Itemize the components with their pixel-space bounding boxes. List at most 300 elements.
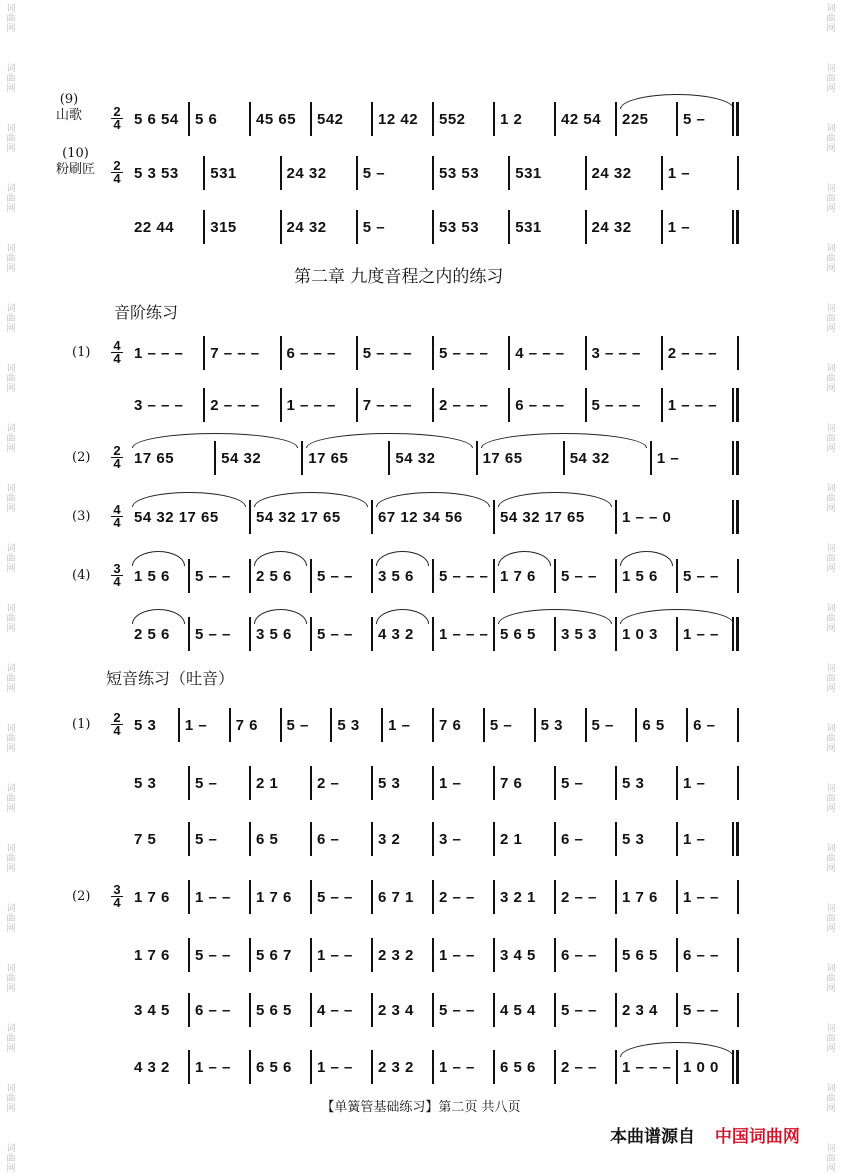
measure-notes: 24 32: [591, 165, 632, 182]
bar-line: [371, 559, 373, 593]
source-site: 中国词曲网: [714, 1127, 800, 1147]
measure-notes: 2 3 2: [378, 1059, 414, 1076]
measure-notes: 1 –: [184, 717, 208, 734]
slur-mark: [498, 492, 612, 507]
measure-notes: 1 5 6: [134, 568, 170, 585]
measure-notes: 1 0 0: [683, 1059, 719, 1076]
measure-notes: 5 6 5: [622, 947, 658, 964]
bar-line: [249, 822, 251, 856]
measure-notes: 1 –: [683, 831, 706, 848]
bar-line: [493, 766, 495, 800]
measure-notes: 2 – – –: [210, 397, 260, 414]
bar-line: [356, 210, 358, 244]
watermark-text: 词 曲 网: [6, 664, 16, 694]
watermark-text: 词 曲 网: [6, 184, 16, 214]
bar-line: [356, 388, 358, 422]
bar-line: [508, 336, 510, 370]
bar-line: [310, 880, 312, 914]
slur-mark: [132, 609, 185, 624]
measure-notes: 6 5: [642, 717, 665, 734]
watermark-text: 词 曲 网: [826, 604, 836, 634]
measure-notes: 2 – –: [561, 1059, 597, 1076]
measure-notes: 5 3 53: [134, 165, 179, 182]
bar-line: [554, 938, 556, 972]
final-bar-line: [736, 388, 739, 422]
bar-line: [371, 822, 373, 856]
bar-line: [676, 559, 678, 593]
bar-line: [661, 336, 663, 370]
source-prefix: 本曲谱源自: [610, 1127, 695, 1147]
measure-notes: 6 5 6: [500, 1059, 536, 1076]
exercise-label: (10) 粉刷匠: [56, 146, 96, 177]
bar-line: [371, 500, 373, 534]
bar-line: [508, 388, 510, 422]
measure-notes: 2 3 4: [622, 1002, 658, 1019]
exercise-label: (4): [72, 568, 91, 583]
bar-line: [188, 822, 190, 856]
final-bar-line: [736, 617, 739, 651]
bar-line: [554, 766, 556, 800]
section-title-staccato: 短音练习（吐音）: [106, 669, 235, 688]
measure-notes: 1 – –: [439, 947, 475, 964]
measure-notes: 2 5 6: [256, 568, 292, 585]
bar-line: [371, 938, 373, 972]
measure-notes: 5 – – –: [439, 345, 489, 362]
bar-line: [554, 880, 556, 914]
bar-line: [310, 102, 312, 136]
time-signature: 3 4: [111, 563, 123, 588]
bar-line: [381, 708, 383, 742]
watermark-text: 词 曲 网: [6, 544, 16, 574]
watermark-text: 词 曲 网: [826, 964, 836, 994]
final-bar-line: [736, 500, 739, 534]
watermark-text: 词 曲 网: [826, 844, 836, 874]
slur-mark: [620, 609, 734, 624]
measure-notes: 2 1: [500, 831, 523, 848]
measure-notes: 1 5 6: [622, 568, 658, 585]
measure-notes: 1 – –: [195, 889, 231, 906]
watermark-text: 词 曲 网: [6, 64, 16, 94]
final-bar-line: [736, 102, 739, 136]
bar-line: [356, 156, 358, 190]
watermark-text: 词 曲 网: [826, 244, 836, 274]
bar-line: [432, 156, 434, 190]
measure-notes: 5 6 7: [256, 947, 292, 964]
bar-line: [661, 210, 663, 244]
bar-line: [432, 617, 434, 651]
slur-mark: [254, 609, 307, 624]
bar-line: [554, 993, 556, 1027]
bar-line: [310, 766, 312, 800]
slur-mark: [620, 1042, 734, 1057]
measure-notes: 1 – – –: [439, 626, 489, 643]
measure-notes: 1 – –: [683, 626, 719, 643]
bar-line: [732, 441, 734, 475]
measure-notes: 5 –: [195, 775, 218, 792]
measure-notes: 225: [622, 111, 649, 128]
bar-line: [676, 822, 678, 856]
bar-line: [493, 938, 495, 972]
bar-line: [310, 1050, 312, 1084]
measure-notes: 7 6: [439, 717, 462, 734]
bar-line: [661, 156, 663, 190]
measure-notes: 5 6: [195, 111, 218, 128]
bar-line: [310, 559, 312, 593]
measure-notes: 5 –: [362, 165, 386, 182]
slur-mark: [132, 551, 185, 566]
bar-line: [585, 388, 587, 422]
watermark-text: 词 曲 网: [6, 424, 16, 454]
measure-notes: 54 32 17 65: [134, 509, 219, 526]
bar-line: [203, 210, 205, 244]
measure-notes: 2 1: [256, 775, 279, 792]
bar-line: [280, 156, 282, 190]
watermark-text: 词 曲 网: [826, 1144, 836, 1174]
bar-line: [661, 388, 663, 422]
bar-line: [188, 880, 190, 914]
bar-line: [635, 708, 637, 742]
measure-notes: 1 – –: [439, 1059, 475, 1076]
watermark-text: 词 曲 网: [6, 904, 16, 934]
time-signature: 2 4: [111, 445, 123, 470]
watermark-text: 词 曲 网: [826, 364, 836, 394]
measure-notes: 531: [515, 219, 542, 236]
watermark-text: 词 曲 网: [826, 544, 836, 574]
measure-notes: 1 –: [667, 165, 691, 182]
bar-line: [203, 156, 205, 190]
watermark-text: 词 曲 网: [826, 184, 836, 214]
bar-line: [676, 880, 678, 914]
measure-notes: 2 –: [317, 775, 340, 792]
bar-line: [310, 822, 312, 856]
bar-line: [585, 210, 587, 244]
measure-notes: 53 53: [439, 219, 480, 236]
bar-line: [737, 938, 739, 972]
time-signature: 4 4: [111, 504, 123, 529]
measure-notes: 54 32 17 65: [256, 509, 341, 526]
measure-notes: 67 12 34 56: [378, 509, 463, 526]
bar-line: [301, 441, 303, 475]
measure-notes: 22 44: [134, 219, 175, 236]
measure-notes: 6 7 1: [378, 889, 414, 906]
measure-notes: 5 –: [286, 717, 309, 734]
bar-line: [615, 993, 617, 1027]
measure-notes: 3 – – –: [134, 397, 184, 414]
measure-notes: 5 3: [622, 831, 645, 848]
measure-notes: 54 32 17 65: [500, 509, 585, 526]
bar-line: [330, 708, 332, 742]
slur-mark: [498, 609, 612, 624]
measure-notes: 1 –: [656, 450, 680, 467]
bar-line: [249, 938, 251, 972]
measure-notes: 2 3 4: [378, 1002, 414, 1019]
bar-line: [432, 559, 434, 593]
measure-notes: 6 – –: [195, 1002, 231, 1019]
measure-notes: 3 4 5: [134, 1002, 170, 1019]
measure-notes: 1 – – –: [134, 345, 184, 362]
slur-mark: [254, 492, 368, 507]
measure-notes: 5 –: [561, 775, 584, 792]
measure-notes: 5 – –: [683, 568, 719, 585]
bar-line: [432, 766, 434, 800]
measure-notes: 5 – –: [561, 1002, 597, 1019]
bar-line: [432, 1050, 434, 1084]
measure-notes: 54 32: [221, 450, 262, 467]
measure-notes: 5 – –: [317, 626, 353, 643]
bar-line: [310, 938, 312, 972]
bar-line: [493, 822, 495, 856]
measure-notes: 552: [439, 111, 466, 128]
bar-line: [280, 336, 282, 370]
measure-notes: 1 – –: [683, 889, 719, 906]
measure-notes: 5 – – –: [439, 568, 489, 585]
bar-line: [356, 336, 358, 370]
measure-notes: 5 3: [134, 717, 157, 734]
source-credit: [610, 1122, 800, 1147]
bar-line: [188, 938, 190, 972]
measure-notes: 5 – –: [195, 568, 231, 585]
time-signature: 4 4: [111, 340, 123, 365]
measure-notes: 4 3 2: [378, 626, 414, 643]
bar-line: [483, 708, 485, 742]
exercise-label: (1): [72, 345, 91, 360]
slur-mark: [481, 433, 647, 448]
bar-line: [554, 822, 556, 856]
watermark-text: 词 曲 网: [6, 1144, 16, 1174]
bar-line: [493, 500, 495, 534]
bar-line: [371, 617, 373, 651]
bar-line: [249, 1050, 251, 1084]
measure-notes: 5 –: [591, 717, 614, 734]
bar-line: [737, 559, 739, 593]
bar-line: [476, 441, 478, 475]
measure-notes: 17 65: [482, 450, 523, 467]
bar-line: [676, 766, 678, 800]
bar-line: [249, 559, 251, 593]
measure-notes: 24 32: [286, 219, 327, 236]
measure-notes: 5 3: [540, 717, 564, 734]
measure-notes: 3 5 3: [561, 626, 597, 643]
bar-line: [508, 210, 510, 244]
measure-notes: 5 – –: [439, 1002, 475, 1019]
bar-line: [371, 880, 373, 914]
watermark-text: 词 曲 网: [826, 784, 836, 814]
measure-notes: 2 – –: [561, 889, 597, 906]
watermark-text: 词 曲 网: [6, 4, 16, 34]
measure-notes: 5 – – –: [362, 345, 413, 362]
bar-line: [493, 102, 495, 136]
bar-line: [615, 1050, 617, 1084]
measure-notes: 1 7 6: [134, 889, 170, 906]
measure-notes: 17 65: [134, 450, 175, 467]
measure-notes: 6 – –: [683, 947, 719, 964]
watermark-text: 词 曲 网: [826, 1084, 836, 1114]
final-bar-line: [736, 822, 739, 856]
measure-notes: 1 0 3: [622, 626, 658, 643]
watermark-text: 词 曲 网: [6, 484, 16, 514]
left-watermark-strip: [4, 0, 18, 1174]
measure-notes: 3 2 1: [500, 889, 536, 906]
exercise-label: (3): [72, 509, 91, 524]
measure-notes: 1 – –: [195, 1059, 231, 1076]
section-title-scale: 音阶练习: [114, 303, 179, 322]
measure-notes: 7 6: [500, 775, 523, 792]
watermark-text: 词 曲 网: [826, 64, 836, 94]
bar-line: [188, 993, 190, 1027]
bar-line: [310, 617, 312, 651]
bar-line: [249, 617, 251, 651]
watermark-text: 词 曲 网: [826, 1024, 836, 1054]
measure-notes: 5 3: [622, 775, 645, 792]
measure-notes: 5 3: [337, 717, 360, 734]
measure-notes: 24 32: [591, 219, 632, 236]
measure-notes: 5 6 5: [256, 1002, 292, 1019]
bar-line: [508, 156, 510, 190]
watermark-text: 词 曲 网: [6, 784, 16, 814]
slur-mark: [376, 492, 490, 507]
final-bar-line: [736, 1050, 739, 1084]
bar-line: [371, 993, 373, 1027]
bar-line: [229, 708, 231, 742]
bar-line: [432, 210, 434, 244]
bar-line: [249, 880, 251, 914]
exercise-label: (2): [72, 889, 91, 904]
bar-line: [371, 1050, 373, 1084]
measure-notes: 6 –: [693, 717, 716, 734]
bar-line: [615, 822, 617, 856]
bar-line: [493, 559, 495, 593]
bar-line: [280, 210, 282, 244]
bar-line: [432, 938, 434, 972]
measure-notes: 1 –: [439, 775, 462, 792]
measure-notes: 1 – – –: [622, 1059, 672, 1076]
watermark-text: 词 曲 网: [826, 904, 836, 934]
measure-notes: 315: [210, 219, 237, 236]
bar-line: [432, 880, 434, 914]
measure-notes: 7 6: [235, 717, 259, 734]
measure-notes: 54 32: [395, 450, 436, 467]
bar-line: [676, 938, 678, 972]
bar-line: [737, 708, 739, 742]
measure-notes: 5 3: [378, 775, 401, 792]
watermark-text: 词 曲 网: [6, 304, 16, 334]
watermark-text: 词 曲 网: [6, 724, 16, 754]
bar-line: [554, 102, 556, 136]
bar-line: [615, 500, 617, 534]
watermark-text: 词 曲 网: [6, 844, 16, 874]
measure-notes: 5 –: [195, 831, 218, 848]
exercise-label: (2): [72, 450, 91, 465]
final-bar-line: [736, 210, 739, 244]
bar-line: [737, 766, 739, 800]
measure-notes: 6 5: [256, 831, 279, 848]
watermark-text: 词 曲 网: [826, 424, 836, 454]
measure-notes: 1 7 6: [500, 568, 536, 585]
right-watermark-strip: [824, 0, 838, 1174]
bar-line: [493, 880, 495, 914]
measure-notes: 3 5 6: [256, 626, 292, 643]
measure-notes: 24 32: [286, 165, 327, 182]
bar-line: [615, 766, 617, 800]
measure-notes: 4 – – –: [515, 345, 565, 362]
slur-mark: [254, 551, 307, 566]
bar-line: [737, 336, 739, 370]
bar-line: [432, 708, 434, 742]
measure-notes: 42 54: [561, 111, 602, 128]
bar-line: [249, 766, 251, 800]
time-signature: 2 4: [111, 160, 123, 185]
measure-notes: 5 6 5: [500, 626, 536, 643]
measure-notes: 7 5: [134, 831, 157, 848]
bar-line: [432, 102, 434, 136]
measure-notes: 45 65: [256, 111, 297, 128]
measure-notes: 17 65: [308, 450, 349, 467]
slur-mark: [376, 551, 429, 566]
measure-notes: 6 – –: [561, 947, 597, 964]
bar-line: [203, 388, 205, 422]
slur-mark: [132, 492, 246, 507]
measure-notes: 1 7 6: [256, 889, 292, 906]
measure-notes: 7 – – –: [362, 397, 413, 414]
measure-notes: 1 –: [388, 717, 411, 734]
measure-notes: 6 – – –: [515, 397, 565, 414]
watermark-text: 词 曲 网: [826, 4, 836, 34]
watermark-text: 词 曲 网: [6, 244, 16, 274]
measure-notes: 5 –: [683, 111, 706, 128]
bar-line: [432, 822, 434, 856]
bar-line: [615, 102, 617, 136]
watermark-text: 词 曲 网: [6, 1084, 16, 1114]
bar-line: [280, 388, 282, 422]
measure-notes: 6 – – –: [286, 345, 336, 362]
bar-line: [732, 500, 734, 534]
watermark-text: 词 曲 网: [826, 304, 836, 334]
measure-notes: 5 –: [362, 219, 386, 236]
measure-notes: 3 4 5: [500, 947, 536, 964]
measure-notes: 3 –: [439, 831, 462, 848]
bar-line: [554, 559, 556, 593]
slur-mark: [376, 609, 429, 624]
time-signature: 2 4: [111, 106, 123, 131]
measure-notes: 1 – –: [317, 947, 353, 964]
measure-notes: 542: [317, 111, 344, 128]
bar-line: [737, 993, 739, 1027]
measure-notes: 5 3: [134, 775, 157, 792]
bar-line: [493, 993, 495, 1027]
measure-notes: 531: [210, 165, 237, 182]
measure-notes: 53 53: [439, 165, 480, 182]
bar-line: [188, 102, 190, 136]
measure-notes: 1 7 6: [134, 947, 170, 964]
measure-notes: 1 – – 0: [622, 509, 672, 526]
bar-line: [280, 708, 282, 742]
bar-line: [178, 708, 180, 742]
final-bar-line: [736, 441, 739, 475]
bar-line: [371, 766, 373, 800]
measure-notes: 2 5 6: [134, 626, 170, 643]
measure-notes: 1 – – –: [286, 397, 336, 414]
measure-notes: 4 3 2: [134, 1059, 170, 1076]
measure-notes: 7 – – –: [210, 345, 260, 362]
watermark-text: 词 曲 网: [826, 484, 836, 514]
measure-notes: 5 – –: [195, 947, 231, 964]
bar-line: [249, 102, 251, 136]
measure-notes: 54 32: [569, 450, 610, 467]
watermark-text: 词 曲 网: [6, 964, 16, 994]
measure-notes: 1 2: [500, 111, 523, 128]
slur-mark: [498, 551, 551, 566]
bar-line: [732, 210, 734, 244]
